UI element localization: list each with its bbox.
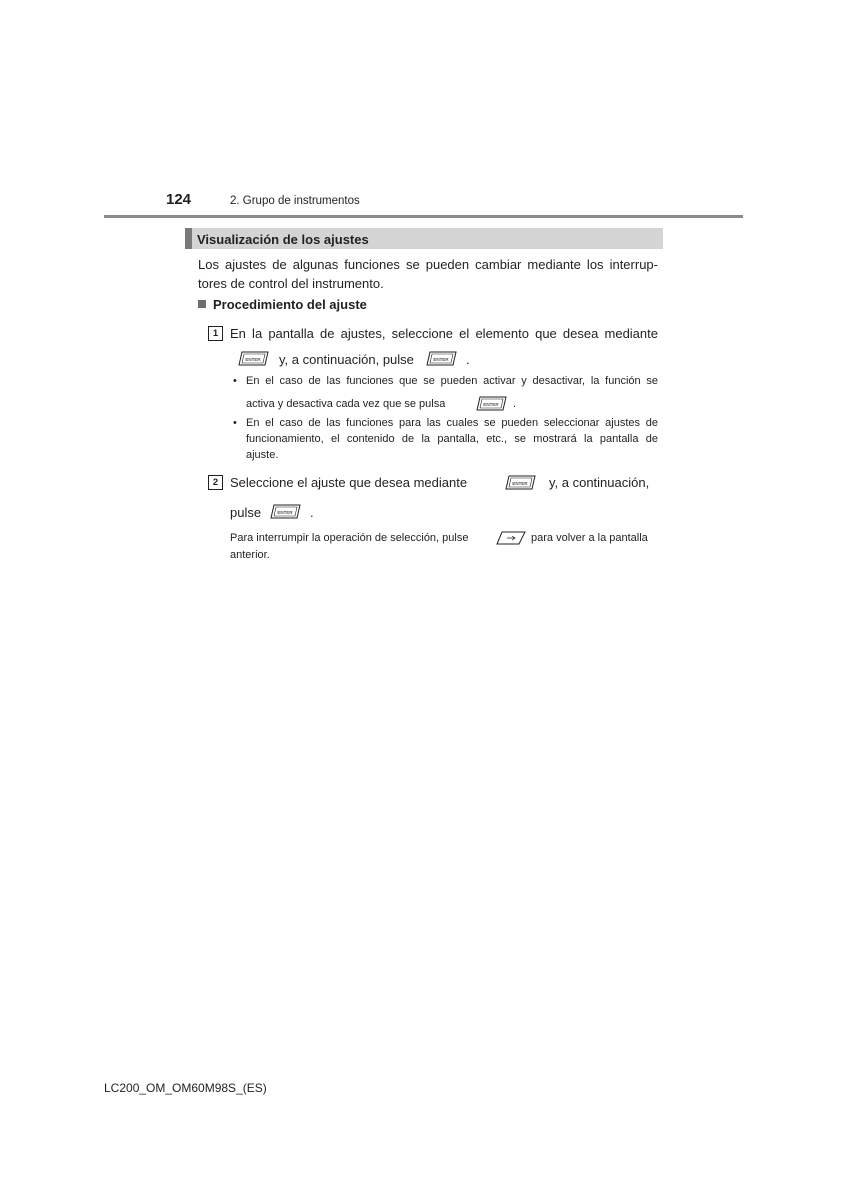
note-line-2: anterior. bbox=[230, 549, 270, 561]
enter-switch-icon bbox=[476, 396, 508, 411]
bullet-b-line-1: En el caso de las funciones para las cuales se pueden seleccionar ajustes de bbox=[246, 417, 658, 429]
intro-line-2: tores de control del instrumento. bbox=[198, 276, 384, 291]
step-2-period: . bbox=[310, 505, 314, 520]
section-header bbox=[185, 228, 663, 249]
enter-switch-icon bbox=[505, 475, 537, 490]
enter-switch-icon bbox=[426, 351, 458, 366]
page-number: 124 bbox=[166, 191, 192, 208]
bullet-b-line-2: funcionamiento, el contenido de la pantalla, etc., se mostrará la pantalla de bbox=[246, 433, 658, 445]
enter-switch-icon bbox=[238, 351, 270, 366]
enter-text: ENTER bbox=[277, 510, 293, 515]
bullet-b-line-3: ajuste. bbox=[246, 449, 279, 461]
step-1-number: 1 bbox=[208, 326, 223, 341]
enter-text: ENTER bbox=[483, 402, 499, 407]
bullet-a-line-2: activa y desactiva cada vez que se pulsa bbox=[246, 398, 446, 410]
note-line-1a: Para interrumpir la operación de selección, pulse bbox=[230, 532, 469, 544]
step-1-line-2: y, a continuación, pulse bbox=[279, 352, 414, 367]
enter-text: ENTER bbox=[245, 357, 261, 362]
section-accent bbox=[185, 228, 192, 249]
bullet-dot: • bbox=[233, 417, 237, 429]
note-line-1b: para volver a la pantalla bbox=[531, 532, 648, 544]
bullet-a-line-1: En el caso de las funciones que se pueden activar y desactivar, la función se bbox=[246, 375, 658, 387]
step-1-period: . bbox=[466, 352, 470, 367]
step-2-line-2: pulse bbox=[230, 505, 262, 520]
step-2-line-1b: y, a continuación, bbox=[549, 475, 650, 490]
procedure-heading bbox=[198, 297, 367, 312]
bullet-dot: • bbox=[233, 375, 237, 387]
document-code: LC200_OM_OM60M98S_(ES) bbox=[104, 1081, 267, 1095]
intro-line-1: Los ajustes de algunas funciones se pueden cambiar mediante los interrup- bbox=[198, 257, 658, 272]
enter-text: ENTER bbox=[512, 481, 528, 486]
step-1-line-1: En la pantalla de ajustes, seleccione el elemento que desea mediante bbox=[230, 326, 658, 341]
enter-text: ENTER bbox=[433, 357, 449, 362]
bullet-a-period: . bbox=[513, 398, 517, 410]
enter-switch-icon bbox=[270, 504, 302, 519]
square-bullet-icon bbox=[198, 300, 206, 308]
header-divider bbox=[104, 215, 743, 218]
section-title: Visualización de los ajustes bbox=[197, 232, 369, 247]
chapter-title: 2. Grupo de instrumentos bbox=[230, 195, 360, 207]
step-2-line-1a: Seleccione el ajuste que desea mediante bbox=[230, 475, 468, 490]
step-2-number: 2 bbox=[208, 475, 223, 490]
procedure-title: Procedimiento del ajuste bbox=[213, 297, 367, 312]
back-switch-icon bbox=[496, 531, 526, 545]
